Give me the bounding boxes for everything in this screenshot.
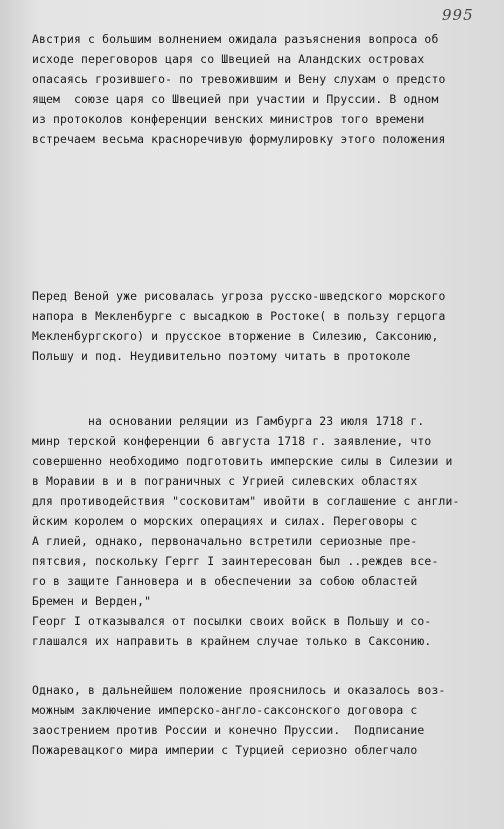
text-line: пятсвия, поскольку Герrг I заинтересован был ..реждев все- [32, 554, 439, 568]
text-line: йским королем о морских операциях и силах. Переговоры с [32, 514, 418, 528]
text-line: го в защите Ганновера и в обеспечении за собою областей [32, 574, 418, 588]
text-line: можным заключение имперско-англо-саксонского договора с [32, 703, 418, 717]
text-line: в Моравии в и в пограничных с Угрией силевских областях [32, 474, 418, 488]
text-line: совершенно необходимо подготовить имперские силы в Силезии и [32, 454, 453, 468]
text-line: исходе переговоров царя со Швецией на Аландских островах [32, 52, 425, 66]
text-line: заострением против России и конечно Пруссии. Подписание [32, 723, 425, 737]
text-line: Польшу и под. Неудивительно поэтому читать в протоколе [32, 349, 411, 363]
text-line: Австрия с большим волнением ожидала разъяснения вопроса об [32, 32, 439, 46]
text-line: Мекленбургского) и прусское вторжение в Силезию, Саксонию, [32, 329, 439, 343]
text-line: Бремен и Верден," [32, 594, 152, 608]
text-line: напора в Мекленбурге с высадкою в Ростоке( в пользу герцога [32, 309, 446, 323]
text-line: опасаясь грозившего- по тревожившим и Вену слухам о предсто [32, 72, 446, 86]
text-line: ящем союзе царя со Швецией при участии и Пруссии. В одном [32, 92, 439, 106]
text-line: Пожаревацкого мира империи с Турцией сериозно облегчало [32, 743, 418, 757]
text-line: Однако, в дальнейшем положение прояснилось и оказалось воз- [32, 683, 446, 697]
text-line: Георг I отказывался от посылки своих войск в Польшу и со- [32, 614, 432, 628]
text-line: А глией, однако, первоначально встретили сериозные пре- [32, 534, 418, 548]
text-line: из протоколов конференции венских министров того времени [32, 112, 425, 126]
text-line: на основании реляции из Гамбурга 23 июля 1718 г. [88, 414, 425, 428]
text-line: минр терской конференции 6 августа 1718 г. заявление, что [32, 434, 432, 448]
text-line: Перед Веной уже рисовалась угроза русско-шведского морского [32, 289, 446, 303]
text-line: глашался их направить в крайнем случае только в Саксонию. [32, 634, 432, 648]
text-line: для противодействия "сосковитам" ивойти в соглашение с англи- [32, 494, 460, 508]
text-line: встречаем весьма красноречивую формулировку этого положения [32, 132, 446, 146]
page-number: 995 [442, 6, 474, 24]
